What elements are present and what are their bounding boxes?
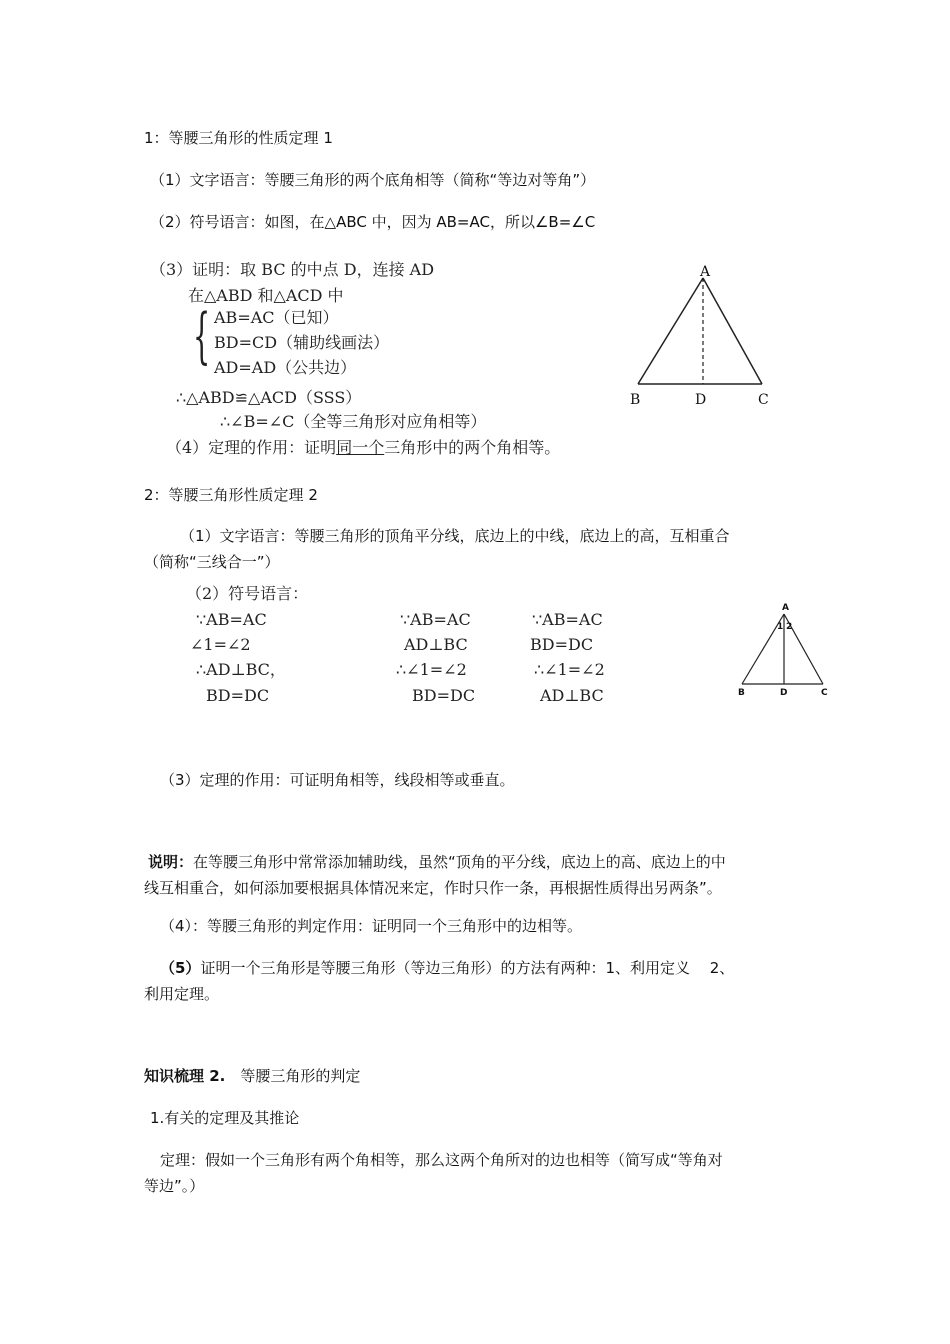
col2-line1: ∵AB=AC [400, 610, 471, 629]
col3-line2: BD=DC [530, 635, 594, 654]
col1-line1: ∵AB=AC [196, 610, 267, 629]
figure2-label-c: C [821, 688, 828, 698]
col3-line4: AD⊥BC [540, 686, 604, 705]
proof-intro: （3）证明：取 BC 的中点 D，连接 AD [150, 260, 435, 279]
figure2-label-angle2: 2 [786, 622, 793, 632]
section3-subtitle: 1.有关的定理及其推论 [150, 1109, 300, 1127]
col3-line1: ∵AB=AC [532, 610, 603, 629]
figure1-label-d: D [695, 392, 707, 408]
figure1-label-b: B [630, 392, 641, 408]
section3-theorem-line2: 等边”。） [144, 1177, 205, 1195]
note-line2: 线互相重合，如何添加要根据具体情况来定，作时只作一条，再根据性质得出另两条”。 [144, 879, 722, 897]
section3-theorem-line1: 定理：假如一个三角形有两个角相等，那么这两个角所对的边也相等（简写成“等角对 [160, 1151, 723, 1169]
note-line1: 说明：在等腰三角形中常常添加辅助线，虽然“顶角的平分线，底边上的高、底边上的中 [148, 853, 726, 871]
proof-brace: { [193, 301, 211, 371]
figure2-label-d: D [780, 688, 788, 698]
proof-conclusion-1: ∴△ABD≌△ACD（SSS） [176, 388, 362, 407]
item5-line1: （5）证明一个三角形是等腰三角形（等边三角形）的方法有两种：1、利用定义 2、 [160, 959, 735, 977]
col1-line4: BD=DC [206, 686, 270, 705]
proof-condition-1: AB=AC（已知） [214, 308, 339, 327]
section1-text-language: （1）文字语言：等腰三角形的两个底角相等（简称“等边对等角”） [150, 171, 596, 189]
figure2-label-b: B [738, 688, 745, 698]
isosceles-triangle-figure-1 [620, 260, 790, 410]
proof-condition-2: BD=CD（辅助线画法） [214, 333, 390, 352]
isosceles-triangle-figure-2 [730, 600, 840, 695]
section2-symbol-title: （2）符号语言： [186, 584, 309, 603]
item4: （4）：等腰三角形的判定作用：证明同一个三角形中的边相等。 [160, 917, 583, 935]
section2-text-language-line2: （简称“三线合一”） [144, 553, 280, 571]
proof-condition-3: AD=AD（公共边） [214, 358, 357, 377]
section1-symbol-language: （2）符号语言：如图，在△ABC 中，因为 AB=AC，所以∠B=∠C [150, 213, 596, 231]
figure2-label-angle1: 1 [777, 622, 784, 632]
section2-usage: （3）定理的作用：可证明角相等，线段相等或垂直。 [160, 771, 515, 789]
item5-line2: 利用定理。 [144, 985, 220, 1003]
col1-line3: ∴AD⊥BC， [196, 660, 286, 679]
col2-line2: AD⊥BC [404, 635, 468, 654]
col2-line3: ∴∠1=∠2 [396, 660, 467, 679]
figure2-label-a: A [782, 603, 789, 613]
proof-in-triangles: 在△ABD 和△ACD 中 [188, 286, 344, 305]
figure1-label-a: A [700, 264, 711, 280]
section2-title: 2：等腰三角形性质定理 2 [144, 486, 318, 504]
col1-line2: ∠1=∠2 [190, 635, 251, 654]
section1-title: 1：等腰三角形的性质定理 1 [144, 129, 333, 147]
proof-conclusion-2: ∴∠B=∠C（全等三角形对应角相等） [220, 412, 487, 431]
col3-line3: ∴∠1=∠2 [534, 660, 605, 679]
section2-text-language-line1: （1）文字语言：等腰三角形的顶角平分线，底边上的中线，底边上的高，互相重合 [180, 527, 730, 545]
section3-heading: 知识梳理 2. 等腰三角形的判定 [144, 1067, 361, 1085]
figure1-label-c: C [758, 392, 769, 408]
col2-line4: BD=DC [412, 686, 476, 705]
section1-usage: （4）定理的作用：证明同一个三角形中的两个角相等。 [166, 438, 561, 457]
